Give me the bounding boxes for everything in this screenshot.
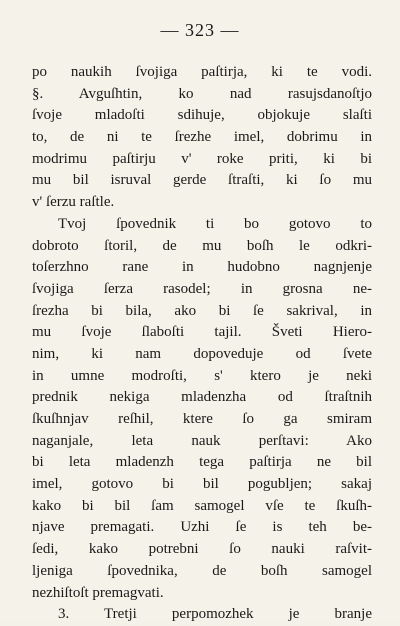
text-line-12: ſrezha bi bila, ako bi ſe sakrival, in (32, 302, 372, 319)
text-line-1: po naukih ſvojiga paſtirja, ki te vodi. (32, 64, 372, 80)
text-line-24: ljeniga ſpovednika, de boſh samogel (32, 562, 372, 579)
text-line-4: to, de ni te ſrezhe imel, dobrimu in (32, 129, 372, 146)
text-line-14: nim, ki nam dopoveduje od ſvete (32, 345, 372, 362)
text-line-18: naganjale, leta nauk perſtavi: Ako (32, 432, 372, 449)
text-line-21: kako bi bil ſam samogel vſe te ſkuſh- (32, 497, 372, 514)
text-line-2: §. Avguſhtin, ko nad rasujsdanoſtjo (32, 85, 372, 102)
text-line-16: prednik nekiga mladenzha od ſtraſtnih (32, 389, 372, 406)
text-line-3: ſvoje mladoſti sdihuje, objokuje slaſti (32, 107, 372, 124)
text-line-6: mu bil isruval gerde ſtraſti, ki ſo mu (32, 172, 372, 189)
text-line-20: imel, gotovo bi bil pogubljen; sakaj (32, 476, 372, 493)
text-block (32, 62, 372, 626)
text-line-10: toſerzhno rane in hudobno nagnjenje (32, 259, 372, 276)
text-line-15: in umne modroſti, s' ktero je neki (32, 367, 372, 384)
text-line-17: ſkuſhnjav reſhil, ktere ſo ga smiram (32, 411, 372, 427)
page-number: — 323 — (160, 20, 240, 40)
text-line-23: ſedi, kako potrebni ſo nauki raſvit- (32, 541, 372, 558)
text-line-5: modrimu paſtirju v' roke priti, ki bi (32, 150, 372, 167)
text-line-11: ſvojiga ſerza rasodel; in grosna ne- (32, 280, 372, 297)
text-line-22: njave premagati. Uzhi ſe is teh be- (32, 519, 372, 536)
text-line-13: mu ſvoje ſlaboſti tajil. Šveti Hiero- (32, 324, 372, 341)
text-line-25: nezhiſtoſt premagvati. (32, 584, 164, 601)
text-line-9: dobroto ſtoril, de mu boſh le odkri- (32, 237, 372, 254)
text-line-19: bi leta mladenzh tega paſtirja ne bil (32, 454, 372, 471)
text-line-26: 3. Tretji perpomozhek je branje (58, 606, 372, 623)
text-line-7: v' ſerzu raſtle. (32, 194, 115, 211)
text-line-8: Tvoj ſpovednik ti bo gotovo to (58, 215, 372, 232)
